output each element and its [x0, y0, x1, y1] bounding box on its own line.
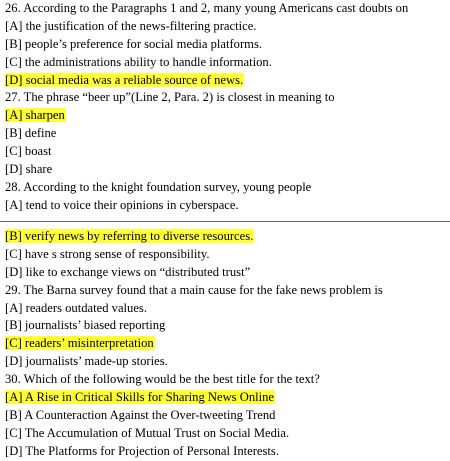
question-27-option-c: [C] boast	[5, 144, 52, 159]
questions-28-30	[5, 228, 447, 461]
question-26-option-b: [B] people’s preference for social media platforms.	[5, 36, 263, 51]
questions-26-28	[5, 0, 447, 215]
question-30-option-c: [C] The Accumulation of Mutual Trust on Social Media.	[5, 425, 290, 440]
question-28-stem: 28. According to the knight foundation survey, young people	[5, 179, 312, 194]
question-29-option-b: [B] journalists’ biased reporting	[5, 318, 166, 333]
question-28-option-d: [D] like to exchange views on “distributed trust”	[5, 264, 251, 279]
question-28-option-a: [A] tend to voice their opinions in cyberspace.	[5, 197, 239, 212]
question-29-option-a: [A] readers outdated values.	[5, 300, 147, 315]
question-29-stem: 29. The Barna survey found that a main cause for the fake news problem is	[5, 282, 383, 297]
question-26-option-c: [C] the administrations ability to handle information.	[5, 54, 272, 69]
question-28-option-c: [C] have s strong sense of responsibility.	[5, 246, 210, 261]
question-27-option-d: [D] share	[5, 162, 53, 177]
question-26-stem: 26. According to the Paragraphs 1 and 2, many young Americans cast doubts on	[5, 1, 409, 15]
page-break-divider	[0, 221, 450, 222]
question-30-option-b: [B] A Counteraction Against the Over-tweeting Trend	[5, 407, 276, 422]
question-27-stem: 27. The phrase “beer up”(Line 2, Para. 2) is closest in meaning to	[5, 90, 335, 105]
question-29-option-c-highlighted: [C] readers’ misinterpretation	[5, 336, 154, 351]
question-29-option-d: [D] journalists’ made-up stories.	[5, 354, 168, 369]
question-27-option-a-highlighted: [A] sharpen	[5, 108, 65, 123]
question-26-option-a: [A] the justification of the news-filtering practice.	[5, 18, 257, 33]
question-28-option-b-highlighted: [B] verify news by referring to diverse resources.	[5, 229, 254, 243]
question-30-stem: 30. Which of the following would be the best title for the text?	[5, 372, 320, 387]
question-26-option-d-highlighted: [D] social media was a reliable source of news.	[5, 72, 244, 87]
question-27-option-b: [B] define	[5, 126, 57, 141]
question-30-option-a-highlighted: [A] A Rise in Critical Skills for Sharing News Online	[5, 390, 274, 405]
question-30-option-d: [D] The Platforms for Projection of Personal Interests.	[5, 443, 279, 458]
